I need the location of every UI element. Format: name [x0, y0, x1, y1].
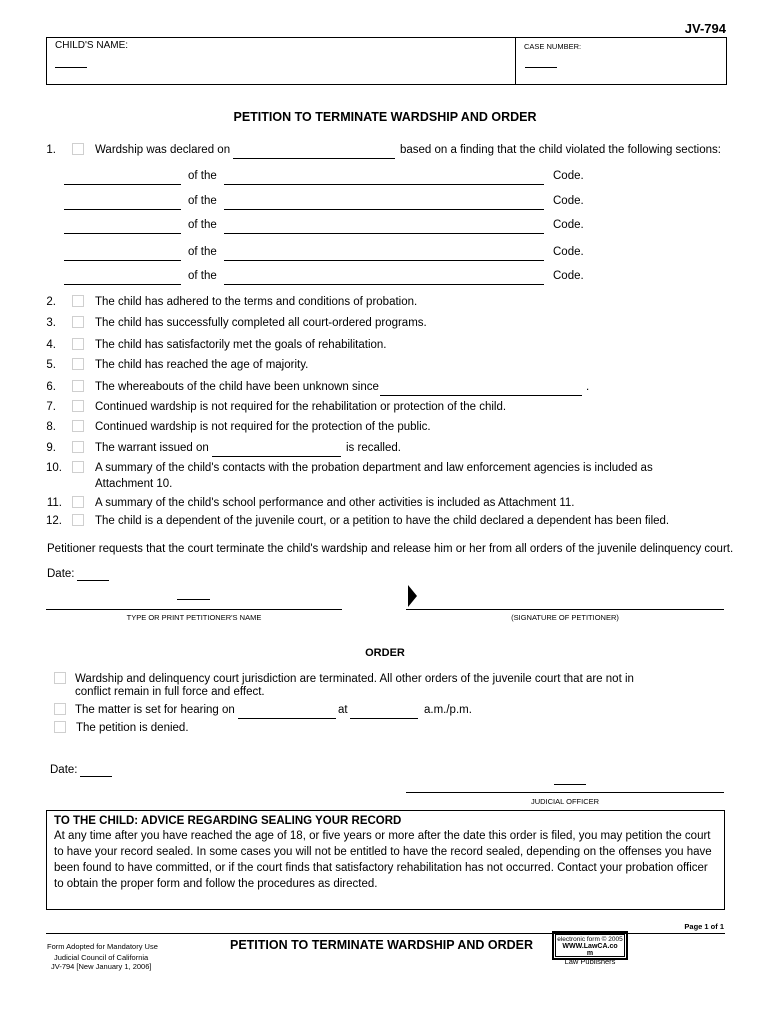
- child-name-label: CHILD'S NAME:: [55, 40, 129, 51]
- section-field[interactable]: [64, 246, 181, 261]
- wardship-date-field[interactable]: [233, 144, 395, 159]
- code-name-field[interactable]: [224, 170, 544, 185]
- hearing-date-field[interactable]: [238, 704, 336, 719]
- item-11-text: A summary of the child's school performance and other activities is included as Attachment 11.: [95, 497, 575, 509]
- request-text: Petitioner requests that the court terminate the child's wardship and release him or her from all orders of the juvenile delinquency court.: [47, 543, 734, 555]
- signature-line[interactable]: [406, 609, 724, 610]
- order-date-field[interactable]: [80, 762, 112, 777]
- item-10-text-2: Attachment 10.: [95, 478, 173, 490]
- item-5-text: The child has reached the age of majority.: [95, 359, 309, 371]
- item-9-checkbox[interactable]: [72, 441, 84, 453]
- header-box: [46, 37, 727, 85]
- warrant-date-field[interactable]: [212, 442, 341, 457]
- stamp-line-1: electronic form © 2005: [557, 936, 623, 943]
- footer-title: PETITION TO TERMINATE WARDSHIP AND ORDER: [230, 938, 534, 952]
- item-number: 2.: [46, 296, 56, 308]
- item-11-checkbox[interactable]: [72, 496, 84, 508]
- item-5-checkbox[interactable]: [72, 358, 84, 370]
- advice-line: to have your record sealed. In some cases you will not be entitled to have the record sealed, depending on the offenses you have: [54, 846, 712, 858]
- petitioner-date-label: Date:: [47, 568, 75, 580]
- unknown-since-field[interactable]: [380, 381, 582, 396]
- code-name-field[interactable]: [224, 195, 544, 210]
- order-terminate-text: Wardship and delinquency court jurisdiction are terminated. All other orders of the juvenile court that are not in: [75, 673, 634, 685]
- item-1-text-b: based on a finding that the child violated the following sections:: [400, 144, 721, 156]
- case-number-field[interactable]: [525, 55, 557, 68]
- of-the-label: of the: [188, 195, 217, 207]
- publisher-stamp: [552, 931, 628, 960]
- child-name-field[interactable]: [55, 55, 87, 68]
- item-6-text: The whereabouts of the child have been unknown since: [95, 381, 379, 393]
- petitioner-name-line: [46, 609, 342, 610]
- item-12-checkbox[interactable]: [72, 514, 84, 526]
- page-number: Page 1 of 1: [684, 922, 724, 931]
- hearing-time-field[interactable]: [350, 704, 418, 719]
- item-number: 5.: [46, 359, 56, 371]
- stamp-publisher: Law Publishers: [564, 957, 616, 966]
- item-6-suffix: .: [586, 381, 590, 393]
- code-name-field[interactable]: [224, 246, 544, 261]
- code-label: Code.: [553, 246, 584, 258]
- order-terminate-text-2: conflict remain in full force and effect.: [75, 686, 265, 698]
- page-title: PETITION TO TERMINATE WARDSHIP AND ORDER: [233, 110, 537, 124]
- item-7-text: Continued wardship is not required for the rehabilitation or protection of the child.: [95, 401, 507, 413]
- petitioner-date-field[interactable]: [77, 566, 109, 581]
- case-number-label: CASE NUMBER:: [524, 42, 582, 51]
- signature-arrow-icon: [408, 585, 417, 607]
- code-label: Code.: [553, 270, 584, 282]
- of-the-label: of the: [188, 219, 217, 231]
- item-3-text: The child has successfully completed all court-ordered programs.: [95, 317, 427, 329]
- item-number: 3.: [46, 317, 56, 329]
- signature-caption: (SIGNATURE OF PETITIONER): [511, 613, 619, 622]
- adopted-line-1: Form Adopted for Mandatory Use: [47, 942, 158, 951]
- of-the-label: of the: [188, 170, 217, 182]
- item-number: 12.: [46, 515, 62, 527]
- code-label: Code.: [553, 195, 584, 207]
- item-3-checkbox[interactable]: [72, 316, 84, 328]
- advice-heading: TO THE CHILD: ADVICE REGARDING SEALING YOUR RECORD: [54, 815, 402, 827]
- adopted-line-2: Judicial Council of California: [54, 953, 149, 962]
- of-the-label: of the: [188, 270, 217, 282]
- item-7-checkbox[interactable]: [72, 400, 84, 412]
- advice-line: been found to have committed, or if the court finds that satisfactory rehabilitation has not occurred. Contact your probation officer: [54, 862, 708, 874]
- adopted-line-3: JV-794 [New January 1, 2006]: [51, 962, 152, 971]
- item-1-text-a: Wardship was declared on: [95, 144, 231, 156]
- item-2-text: The child has adhered to the terms and conditions of probation.: [95, 296, 418, 308]
- form-code: JV-794: [684, 21, 726, 36]
- order-hearing-checkbox[interactable]: [54, 703, 66, 715]
- item-12-text: The child is a dependent of the juvenile court, or a petition to have the child declared a dependent has been filed.: [95, 515, 670, 527]
- section-field[interactable]: [64, 219, 181, 234]
- item-2-checkbox[interactable]: [72, 295, 84, 307]
- item-number: 10.: [46, 462, 62, 474]
- petitioner-name-value[interactable]: [177, 587, 210, 600]
- item-8-text: Continued wardship is not required for the protection of the public.: [95, 421, 431, 433]
- petitioner-name-caption: TYPE OR PRINT PETITIONER'S NAME: [126, 613, 262, 622]
- item-10-checkbox[interactable]: [72, 461, 84, 473]
- item-1-checkbox[interactable]: [72, 143, 84, 155]
- order-date-label: Date:: [50, 764, 78, 776]
- item-6-checkbox[interactable]: [72, 380, 84, 392]
- judicial-officer-line: [406, 792, 724, 793]
- item-9-text: The warrant issued on: [95, 442, 209, 454]
- code-label: Code.: [553, 170, 584, 182]
- item-4-text: The child has satisfactorily met the goals of rehabilitation.: [95, 339, 387, 351]
- stamp-line-3: m: [586, 950, 594, 957]
- item-number: 1.: [46, 144, 56, 156]
- order-hearing-text: The matter is set for hearing on: [75, 704, 235, 716]
- section-field[interactable]: [64, 195, 181, 210]
- item-number: 9.: [46, 442, 56, 454]
- code-name-field[interactable]: [224, 219, 544, 234]
- judicial-officer-caption: JUDICIAL OFFICER: [530, 797, 600, 806]
- item-number: 8.: [46, 421, 56, 433]
- of-the-label: of the: [188, 246, 217, 258]
- section-field[interactable]: [64, 170, 181, 185]
- hearing-ampm-label: a.m./p.m.: [424, 704, 472, 716]
- vertical-divider: [515, 37, 516, 85]
- item-4-checkbox[interactable]: [72, 338, 84, 350]
- section-field[interactable]: [64, 270, 181, 285]
- hearing-at-label: at: [338, 704, 348, 716]
- item-number: 11.: [46, 497, 62, 509]
- advice-line: At any time after you have reached the age of 18, or five years or more after the date this order is filed, you may petition the court: [54, 830, 711, 842]
- judicial-officer-value[interactable]: [554, 772, 586, 785]
- order-denied-text: The petition is denied.: [76, 722, 189, 734]
- order-terminate-checkbox[interactable]: [54, 672, 66, 684]
- code-label: Code.: [553, 219, 584, 231]
- stamp-line-2: WWW.LawCA.co: [562, 943, 618, 950]
- item-number: 4.: [46, 339, 56, 351]
- item-9-suffix: is recalled.: [346, 442, 401, 454]
- code-name-field[interactable]: [224, 270, 544, 285]
- item-number: 7.: [46, 401, 56, 413]
- order-heading: ORDER: [365, 647, 405, 659]
- order-denied-checkbox[interactable]: [54, 721, 66, 733]
- item-10-text: A summary of the child's contacts with the probation department and law enforcement agencies is included as: [95, 462, 653, 474]
- advice-line: to obtain the proper form and follow the procedures as directed.: [54, 878, 378, 890]
- item-8-checkbox[interactable]: [72, 420, 84, 432]
- item-number: 6.: [46, 381, 56, 393]
